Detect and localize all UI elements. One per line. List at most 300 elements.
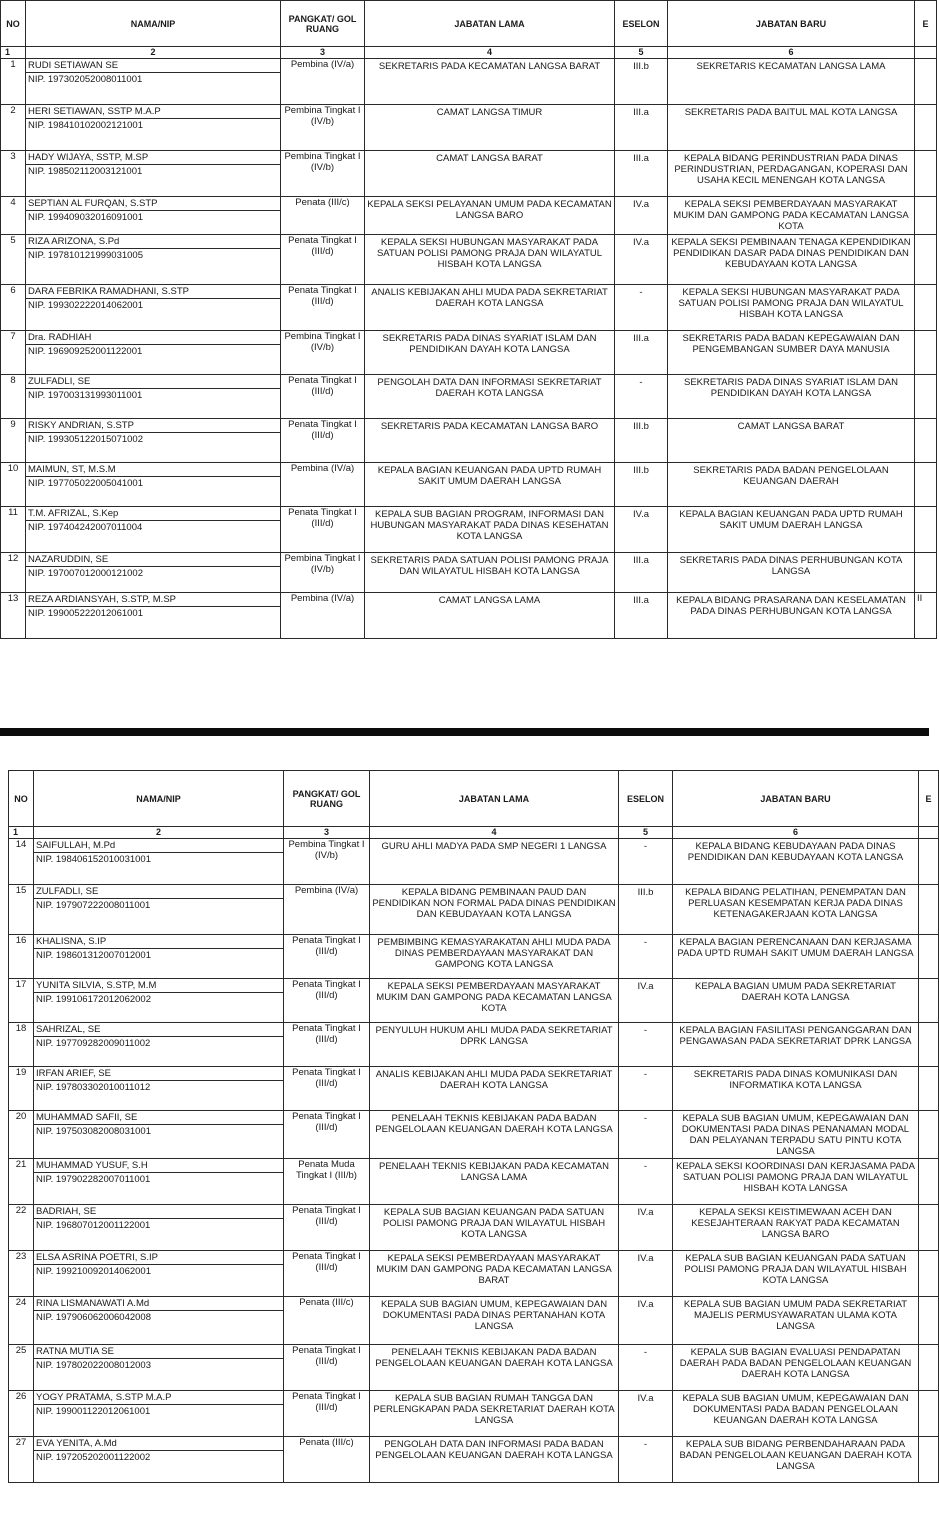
employee-name: RUDI SETIAWAN SE bbox=[26, 59, 280, 73]
jabatan-lama: KEPALA SUB BAGIAN KEUANGAN PADA SATUAN POLISI PAMONG PRAJA DAN WILAYATUL HISBAH KOTA LANGSA bbox=[370, 1205, 619, 1251]
extra-column-cell bbox=[915, 59, 937, 105]
jabatan-baru: KEPALA BIDANG PRASARANA DAN KESELAMATAN PADA DINAS PERHUBUNGAN KOTA LANGSA bbox=[668, 593, 915, 639]
nama-nip-cell bbox=[26, 285, 281, 331]
eselon: - bbox=[619, 839, 673, 885]
employee-nip: NIP. 199305122015071002 bbox=[28, 434, 143, 445]
table-row bbox=[1, 151, 937, 197]
table-row bbox=[1, 419, 937, 463]
row-number: 17 bbox=[9, 979, 34, 1023]
jabatan-baru: SEKRETARIS PADA DINAS SYARIAT ISLAM DAN PENDIDIKAN DAYAH KOTA LANGSA bbox=[668, 375, 915, 419]
header-jabatan-lama: JABATAN LAMA bbox=[365, 1, 615, 47]
pangkat-golongan: Pembina Tingkat I (IV/b) bbox=[284, 839, 370, 885]
nama-nip-cell bbox=[34, 1297, 284, 1345]
extra-column-cell bbox=[915, 331, 937, 375]
jabatan-baru: KEPALA SEKSI KOORDINASI DAN KERJASAMA PADA SATUAN POLISI PAMONG PRAJA DAN WILAYATUL HISBAH KOTA LANGSA bbox=[673, 1159, 919, 1205]
table-row bbox=[1, 463, 937, 507]
row-number: 19 bbox=[9, 1067, 34, 1111]
eselon: III.b bbox=[615, 463, 668, 507]
jabatan-baru: KEPALA SUB BAGIAN UMUM, KEPEGAWAIAN DAN DOKUMENTASI PADA BADAN PENGELOLAAN KEUANGAN DAERAH KOTA LANGSA bbox=[673, 1391, 919, 1437]
eselon: - bbox=[619, 1023, 673, 1067]
table-row bbox=[9, 935, 939, 979]
pangkat-golongan: Pembina (IV/a) bbox=[281, 59, 365, 105]
header-row bbox=[1, 1, 937, 47]
column-number-extra bbox=[919, 827, 939, 839]
column-number: 5 bbox=[619, 827, 673, 839]
jabatan-baru: KEPALA BIDANG KEBUDAYAAN PADA DINAS PENDIDIKAN DAN KEBUDAYAAN KOTA LANGSA bbox=[673, 839, 919, 885]
nama-nip-cell bbox=[34, 1437, 284, 1483]
pangkat-golongan: Penata Tingkat I (III/d) bbox=[281, 375, 365, 419]
header-nama-nip: NAMA/NIP bbox=[34, 771, 284, 827]
table-row bbox=[9, 1159, 939, 1205]
extra-column-cell bbox=[919, 1251, 939, 1297]
column-number: 3 bbox=[281, 47, 365, 59]
employee-name: EVA YENITA, A.Md bbox=[34, 1437, 283, 1451]
row-number: 21 bbox=[9, 1159, 34, 1205]
employee-name: YOGY PRATAMA, S.STP M.A.P bbox=[34, 1391, 283, 1405]
extra-column-cell bbox=[919, 1391, 939, 1437]
extra-column-cell bbox=[919, 1437, 939, 1483]
eselon: III.a bbox=[615, 151, 668, 197]
jabatan-baru: KEPALA SUB BIDANG PERBENDAHARAAN PADA BADAN PENGELOLAAN KEUANGAN DAERAH KOTA LANGSA bbox=[673, 1437, 919, 1483]
jabatan-lama: SEKRETARIS PADA DINAS SYARIAT ISLAM DAN PENDIDIKAN DAYAH KOTA LANGSA bbox=[365, 331, 615, 375]
jabatan-lama: ANALIS KEBIJAKAN AHLI MUDA PADA SEKRETARIAT DAERAH KOTA LANGSA bbox=[365, 285, 615, 331]
pangkat-golongan: Penata Tingkat I (III/d) bbox=[284, 979, 370, 1023]
eselon: - bbox=[619, 1437, 673, 1483]
jabatan-lama: PENELAAH TEKNIS KEBIJAKAN PADA BADAN PENGELOLAAN KEUANGAN DAERAH KOTA LANGSA bbox=[370, 1111, 619, 1159]
jabatan-baru: KEPALA SEKSI PEMBERDAYAAN MASYARAKAT MUKIM DAN GAMPONG PADA KECAMATAN LANGSA KOTA bbox=[668, 197, 915, 235]
page-divider-bar bbox=[0, 728, 929, 736]
jabatan-baru: KEPALA BAGIAN FASILITASI PENGANGGARAN DAN PENGAWASAN PADA SEKRETARIAT DPRK LANGSA bbox=[673, 1023, 919, 1067]
eselon: - bbox=[619, 1111, 673, 1159]
eselon: - bbox=[619, 1345, 673, 1391]
jabatan-lama: KEPALA SEKSI PELAYANAN UMUM PADA KECAMATAN LANGSA BARO bbox=[365, 197, 615, 235]
employee-name: RATNA MUTIA SE bbox=[34, 1345, 283, 1359]
table-row bbox=[1, 59, 937, 105]
employee-name: KHALISNA, S.IP bbox=[34, 935, 283, 949]
table-row bbox=[1, 285, 937, 331]
jabatan-baru: CAMAT LANGSA BARAT bbox=[668, 419, 915, 463]
employee-name: HERI SETIAWAN, SSTP M.A.P bbox=[26, 105, 280, 119]
table-row bbox=[1, 375, 937, 419]
jabatan-lama: ANALIS KEBIJAKAN AHLI MUDA PADA SEKRETARIAT DAERAH KOTA LANGSA bbox=[370, 1067, 619, 1111]
jabatan-lama: KEPALA SUB BAGIAN RUMAH TANGGA DAN PERLENGKAPAN PADA SEKRETARIAT DAERAH KOTA LANGSA bbox=[370, 1391, 619, 1437]
table-row bbox=[9, 1023, 939, 1067]
jabatan-lama: KEPALA SEKSI PEMBERDAYAAN MASYARAKAT MUKIM DAN GAMPONG PADA KECAMATAN LANGSA KOTA bbox=[370, 979, 619, 1023]
jabatan-lama: CAMAT LANGSA LAMA bbox=[365, 593, 615, 639]
eselon: III.a bbox=[615, 331, 668, 375]
nama-nip-cell bbox=[34, 1205, 284, 1251]
jabatan-lama: SEKRETARIS PADA KECAMATAN LANGSA BARAT bbox=[365, 59, 615, 105]
jabatan-lama: CAMAT LANGSA TIMUR bbox=[365, 105, 615, 151]
nama-nip-cell bbox=[26, 553, 281, 593]
extra-column-cell bbox=[919, 1159, 939, 1205]
jabatan-baru: KEPALA SUB BAGIAN UMUM, KEPEGAWAIAN DAN DOKUMENTASI PADA DINAS PENANAMAN MODAL DAN PELAYANAN TERPADU SATU PINTU KOTA LANGSA bbox=[673, 1111, 919, 1159]
nama-nip-cell bbox=[34, 839, 284, 885]
eselon: III.a bbox=[615, 553, 668, 593]
employee-name: REZA ARDIANSYAH, S.STP, M.SP bbox=[26, 593, 280, 607]
page-separator bbox=[0, 668, 929, 770]
header-jabatan-baru: JABATAN BARU bbox=[673, 771, 919, 827]
pangkat-golongan: Pembina (IV/a) bbox=[281, 593, 365, 639]
header-extra: E bbox=[919, 771, 939, 827]
jabatan-baru: SEKRETARIS KECAMATAN LANGSA LAMA bbox=[668, 59, 915, 105]
column-number-row bbox=[9, 827, 939, 839]
employee-name: HADY WIJAYA, SSTP, M.SP bbox=[26, 151, 280, 165]
employee-name: MUHAMMAD YUSUF, S.H bbox=[34, 1159, 283, 1173]
employee-nip: NIP. 198601312007012001 bbox=[36, 950, 151, 961]
extra-column-cell bbox=[919, 979, 939, 1023]
pangkat-golongan: Penata Tingkat I (III/d) bbox=[281, 419, 365, 463]
employee-name: RIZA ARIZONA, S.Pd bbox=[26, 235, 280, 249]
nama-nip-cell bbox=[26, 151, 281, 197]
pangkat-golongan: Penata Muda Tingkat I (III/b) bbox=[284, 1159, 370, 1205]
extra-column-cell: II bbox=[915, 593, 937, 639]
pangkat-golongan: Pembina (IV/a) bbox=[284, 885, 370, 935]
jabatan-baru: KEPALA SUB BAGIAN KEUANGAN PADA SATUAN POLISI PAMONG PRAJA DAN WILAYATUL HISBAH KOTA LANGSA bbox=[673, 1251, 919, 1297]
table-row bbox=[9, 979, 939, 1023]
extra-column-cell bbox=[915, 105, 937, 151]
jabatan-lama: KEPALA BAGIAN KEUANGAN PADA UPTD RUMAH SAKIT UMUM DAERAH LANGSA bbox=[365, 463, 615, 507]
nama-nip-cell bbox=[26, 59, 281, 105]
employee-name: IRFAN ARIEF, SE bbox=[34, 1067, 283, 1081]
nama-nip-cell bbox=[34, 1111, 284, 1159]
jabatan-lama: PENGOLAH DATA DAN INFORMASI PADA BADAN PENGELOLAAN KEUANGAN DAERAH KOTA LANGSA bbox=[370, 1437, 619, 1483]
employee-name: MUHAMMAD SAFII, SE bbox=[34, 1111, 283, 1125]
header-nama-nip: NAMA/NIP bbox=[26, 1, 281, 47]
employee-nip: NIP. 196909252001122001 bbox=[28, 346, 143, 357]
table-row bbox=[1, 105, 937, 151]
row-number: 26 bbox=[9, 1391, 34, 1437]
extra-column-cell bbox=[919, 1023, 939, 1067]
document-page-2 bbox=[0, 770, 932, 1535]
row-number: 23 bbox=[9, 1251, 34, 1297]
jabatan-baru: SEKRETARIS PADA BADAN PENGELOLAAN KEUANGAN DAERAH bbox=[668, 463, 915, 507]
extra-column-cell bbox=[915, 419, 937, 463]
table-row bbox=[9, 1437, 939, 1483]
row-number: 25 bbox=[9, 1345, 34, 1391]
nama-nip-cell bbox=[26, 331, 281, 375]
column-number: 2 bbox=[34, 827, 284, 839]
nama-nip-cell bbox=[26, 507, 281, 553]
eselon: III.b bbox=[615, 419, 668, 463]
pangkat-golongan: Penata Tingkat I (III/d) bbox=[284, 1023, 370, 1067]
eselon: IV.a bbox=[615, 235, 668, 285]
row-number: 5 bbox=[1, 235, 26, 285]
jabatan-lama: PENELAAH TEKNIS KEBIJAKAN PADA KECAMATAN LANGSA LAMA bbox=[370, 1159, 619, 1205]
pangkat-golongan: Penata Tingkat I (III/d) bbox=[284, 1251, 370, 1297]
eselon: - bbox=[615, 375, 668, 419]
row-number: 4 bbox=[1, 197, 26, 235]
row-number: 15 bbox=[9, 885, 34, 935]
row-number: 20 bbox=[9, 1111, 34, 1159]
header-eselon: ESELON bbox=[615, 1, 668, 47]
extra-column-cell bbox=[915, 553, 937, 593]
row-number: 18 bbox=[9, 1023, 34, 1067]
mutasi-table-page-2 bbox=[8, 770, 939, 1483]
employee-name: YUNITA SILVIA, S.STP, M.M bbox=[34, 979, 283, 993]
jabatan-lama: SEKRETARIS PADA KECAMATAN LANGSA BARO bbox=[365, 419, 615, 463]
pangkat-golongan: Penata Tingkat I (III/d) bbox=[284, 1345, 370, 1391]
table-row bbox=[9, 1205, 939, 1251]
extra-column-cell bbox=[919, 1345, 939, 1391]
table-row bbox=[9, 1067, 939, 1111]
jabatan-baru: SEKRETARIS PADA DINAS PERHUBUNGAN KOTA LANGSA bbox=[668, 553, 915, 593]
extra-column-cell bbox=[919, 1067, 939, 1111]
eselon: - bbox=[619, 1159, 673, 1205]
header-row bbox=[9, 771, 939, 827]
row-number: 2 bbox=[1, 105, 26, 151]
nama-nip-cell bbox=[26, 105, 281, 151]
employee-nip: NIP. 199302222014062001 bbox=[28, 300, 143, 311]
header-no: NO bbox=[1, 1, 26, 47]
column-number: 6 bbox=[668, 47, 915, 59]
jabatan-baru: KEPALA SEKSI PEMBINAAN TENAGA KEPENDIDIKAN PENDIDIKAN DASAR PADA DINAS PENDIDIKAN DAN KEBUDAYAAN KOTA LANGSA bbox=[668, 235, 915, 285]
pangkat-golongan: Penata (III/c) bbox=[284, 1437, 370, 1483]
pangkat-golongan: Penata Tingkat I (III/d) bbox=[281, 285, 365, 331]
employee-name: ZULFADLI, SE bbox=[26, 375, 280, 389]
row-number: 7 bbox=[1, 331, 26, 375]
jabatan-baru: SEKRETARIS PADA BAITUL MAL KOTA LANGSA bbox=[668, 105, 915, 151]
jabatan-lama: KEPALA BIDANG PEMBINAAN PAUD DAN PENDIDIKAN NON FORMAL PADA DINAS PENDIDIKAN DAN KEBUDAYAAN KOTA LANGSA bbox=[370, 885, 619, 935]
nama-nip-cell bbox=[26, 463, 281, 507]
eselon: IV.a bbox=[619, 1297, 673, 1345]
column-number: 4 bbox=[370, 827, 619, 839]
eselon: IV.a bbox=[615, 507, 668, 553]
column-number-row bbox=[1, 47, 937, 59]
row-number: 11 bbox=[1, 507, 26, 553]
column-number: 1 bbox=[1, 47, 26, 59]
employee-nip: NIP. 197205202001122002 bbox=[36, 1452, 151, 1463]
jabatan-lama: KEPALA SUB BAGIAN UMUM, KEPEGAWAIAN DAN DOKUMENTASI PADA DINAS PERTANAHAN KOTA LANGSA bbox=[370, 1297, 619, 1345]
employee-nip: NIP. 197802022008012003 bbox=[36, 1360, 151, 1371]
extra-column-cell bbox=[915, 507, 937, 553]
pangkat-golongan: Penata Tingkat I (III/d) bbox=[281, 507, 365, 553]
nama-nip-cell bbox=[34, 1067, 284, 1111]
row-number: 16 bbox=[9, 935, 34, 979]
nama-nip-cell bbox=[34, 1023, 284, 1067]
table-row bbox=[9, 1251, 939, 1297]
jabatan-baru: KEPALA SUB BAGIAN EVALUASI PENDAPATAN DAERAH PADA BADAN PENGELOLAAN KEUANGAN DAERAH KOTA LANGSA bbox=[673, 1345, 919, 1391]
column-number: 3 bbox=[284, 827, 370, 839]
table-row bbox=[1, 593, 937, 639]
eselon: IV.a bbox=[615, 197, 668, 235]
header-extra: E bbox=[915, 1, 937, 47]
row-number: 8 bbox=[1, 375, 26, 419]
jabatan-baru: KEPALA BAGIAN UMUM PADA SEKRETARIAT DAERAH KOTA LANGSA bbox=[673, 979, 919, 1023]
jabatan-lama: KEPALA SUB BAGIAN PROGRAM, INFORMASI DAN HUBUNGAN MASYARAKAT PADA DINAS KESEHATAN KOTA LANGSA bbox=[365, 507, 615, 553]
nama-nip-cell bbox=[34, 935, 284, 979]
employee-name: ELSA ASRINA POETRI, S.IP bbox=[34, 1251, 283, 1265]
employee-nip: NIP. 197902282007011001 bbox=[36, 1174, 151, 1185]
row-number: 14 bbox=[9, 839, 34, 885]
employee-nip: NIP. 197907222008011001 bbox=[36, 900, 151, 911]
nama-nip-cell bbox=[34, 1251, 284, 1297]
extra-column-cell bbox=[915, 285, 937, 331]
header-jabatan-baru: JABATAN BARU bbox=[668, 1, 915, 47]
jabatan-lama: CAMAT LANGSA BARAT bbox=[365, 151, 615, 197]
eselon: - bbox=[619, 935, 673, 979]
column-number: 5 bbox=[615, 47, 668, 59]
extra-column-cell bbox=[919, 1297, 939, 1345]
pangkat-golongan: Penata (III/c) bbox=[284, 1297, 370, 1345]
jabatan-baru: KEPALA BAGIAN KEUANGAN PADA UPTD RUMAH SAKIT UMUM DAERAH LANGSA bbox=[668, 507, 915, 553]
jabatan-lama: PEMBIMBING KEMASYARAKATAN AHLI MUDA PADA DINAS PEMBERDAYAAN MASYARAKAT DAN GAMPONG KOTA LANGSA bbox=[370, 935, 619, 979]
eselon: - bbox=[619, 1067, 673, 1111]
document-page-1 bbox=[0, 0, 929, 668]
extra-column-cell bbox=[915, 375, 937, 419]
header-jabatan-lama: JABATAN LAMA bbox=[370, 771, 619, 827]
row-number: 9 bbox=[1, 419, 26, 463]
employee-nip: NIP. 197503082008031001 bbox=[36, 1126, 151, 1137]
employee-nip: NIP. 197404242007011004 bbox=[28, 522, 143, 533]
eselon: IV.a bbox=[619, 1251, 673, 1297]
pangkat-golongan: Penata Tingkat I (III/d) bbox=[284, 1111, 370, 1159]
extra-column-cell bbox=[915, 151, 937, 197]
nama-nip-cell bbox=[34, 1391, 284, 1437]
table-row bbox=[1, 235, 937, 285]
row-number: 13 bbox=[1, 593, 26, 639]
employee-name: SEPTIAN AL FURQAN, S.STP bbox=[26, 197, 280, 211]
jabatan-lama: GURU AHLI MADYA PADA SMP NEGERI 1 LANGSA bbox=[370, 839, 619, 885]
table-row bbox=[1, 507, 937, 553]
table-row bbox=[9, 1345, 939, 1391]
jabatan-baru: KEPALA SEKSI KEISTIMEWAAN ACEH DAN KESEJAHTERAAN RAKYAT PADA KECAMATAN LANGSA BARO bbox=[673, 1205, 919, 1251]
pangkat-golongan: Pembina (IV/a) bbox=[281, 463, 365, 507]
jabatan-lama: KEPALA SEKSI PEMBERDAYAAN MASYARAKAT MUKIM DAN GAMPONG PADA KECAMATAN LANGSA BARAT bbox=[370, 1251, 619, 1297]
pangkat-golongan: Penata (III/c) bbox=[281, 197, 365, 235]
eselon: IV.a bbox=[619, 1205, 673, 1251]
employee-nip: NIP. 197007012000121002 bbox=[28, 568, 143, 579]
nama-nip-cell bbox=[26, 419, 281, 463]
column-number: 4 bbox=[365, 47, 615, 59]
pangkat-golongan: Pembina Tingkat I (IV/b) bbox=[281, 105, 365, 151]
employee-name: Dra. RADHIAH bbox=[26, 331, 280, 345]
row-number: 24 bbox=[9, 1297, 34, 1345]
employee-nip: NIP. 197803302010011012 bbox=[36, 1082, 151, 1093]
table-body-page-1 bbox=[1, 59, 937, 639]
eselon: IV.a bbox=[619, 1391, 673, 1437]
pangkat-golongan: Pembina Tingkat I (IV/b) bbox=[281, 331, 365, 375]
employee-nip: NIP. 198406152010031001 bbox=[36, 854, 151, 865]
nama-nip-cell bbox=[26, 235, 281, 285]
column-number: 1 bbox=[9, 827, 34, 839]
employee-nip: NIP. 199005222012061001 bbox=[28, 608, 143, 619]
jabatan-baru: SEKRETARIS PADA DINAS KOMUNIKASI DAN INFORMATIKA KOTA LANGSA bbox=[673, 1067, 919, 1111]
row-number: 12 bbox=[1, 553, 26, 593]
employee-name: BADRIAH, SE bbox=[34, 1205, 283, 1219]
jabatan-baru: KEPALA SEKSI HUBUNGAN MASYARAKAT PADA SATUAN POLISI PAMONG PRAJA DAN WILAYATUL HISBAH KOTA LANGSA bbox=[668, 285, 915, 331]
employee-name: SAIFULLAH, M.Pd bbox=[34, 839, 283, 853]
employee-nip: NIP. 198410102002121001 bbox=[28, 120, 143, 131]
extra-column-cell bbox=[919, 885, 939, 935]
employee-name: ZULFADLI, SE bbox=[34, 885, 283, 899]
header-pangkat: PANGKAT/ GOL RUANG bbox=[284, 771, 370, 827]
mutasi-table-page-1 bbox=[0, 0, 937, 639]
extra-column-cell bbox=[915, 235, 937, 285]
jabatan-lama: KEPALA SEKSI HUBUNGAN MASYARAKAT PADA SATUAN POLISI PAMONG PRAJA DAN WILAYATUL HISBAH KOTA LANGSA bbox=[365, 235, 615, 285]
employee-nip: NIP. 199409032016091001 bbox=[28, 212, 143, 223]
extra-column-cell bbox=[915, 463, 937, 507]
jabatan-lama: PENELAAH TEKNIS KEBIJAKAN PADA BADAN PENGELOLAAN KEUANGAN DAERAH KOTA LANGSA bbox=[370, 1345, 619, 1391]
table-row bbox=[1, 331, 937, 375]
employee-name: RINA LISMANAWATI A.Md bbox=[34, 1297, 283, 1311]
nama-nip-cell bbox=[26, 375, 281, 419]
employee-nip: NIP. 197003131993011001 bbox=[28, 390, 143, 401]
table-row bbox=[9, 839, 939, 885]
employee-name: T.M. AFRIZAL, S.Kep bbox=[26, 507, 280, 521]
eselon: III.a bbox=[615, 593, 668, 639]
pangkat-golongan: Penata Tingkat I (III/d) bbox=[281, 235, 365, 285]
column-number: 6 bbox=[673, 827, 919, 839]
jabatan-lama: PENGOLAH DATA DAN INFORMASI SEKRETARIAT DAERAH KOTA LANGSA bbox=[365, 375, 615, 419]
row-number: 3 bbox=[1, 151, 26, 197]
extra-column-cell bbox=[919, 1205, 939, 1251]
eselon: IV.a bbox=[619, 979, 673, 1023]
employee-name: MAIMUN, ST, M.S.M bbox=[26, 463, 280, 477]
employee-nip: NIP. 197705022005041001 bbox=[28, 478, 143, 489]
pangkat-golongan: Penata Tingkat I (III/d) bbox=[284, 1067, 370, 1111]
employee-nip: NIP. 197709282009011002 bbox=[36, 1038, 151, 1049]
employee-nip: NIP. 199210092014062001 bbox=[36, 1266, 151, 1277]
table-body-page-2 bbox=[9, 839, 939, 1483]
table-row bbox=[9, 1297, 939, 1345]
table-row bbox=[9, 1111, 939, 1159]
header-pangkat: PANGKAT/ GOL RUANG bbox=[281, 1, 365, 47]
row-number: 10 bbox=[1, 463, 26, 507]
eselon: III.a bbox=[615, 105, 668, 151]
extra-column-cell bbox=[919, 1111, 939, 1159]
employee-nip: NIP. 196807012001122001 bbox=[36, 1220, 151, 1231]
jabatan-baru: KEPALA BAGIAN PERENCANAAN DAN KERJASAMA PADA UPTD RUMAH SAKIT UMUM DAERAH LANGSA bbox=[673, 935, 919, 979]
table-row bbox=[9, 1391, 939, 1437]
employee-name: DARA FEBRIKA RAMADHANI, S.STP bbox=[26, 285, 280, 299]
eselon: III.b bbox=[619, 885, 673, 935]
eselon: - bbox=[615, 285, 668, 331]
column-number-extra bbox=[915, 47, 937, 59]
row-number: 6 bbox=[1, 285, 26, 331]
pangkat-golongan: Penata Tingkat I (III/d) bbox=[284, 1391, 370, 1437]
extra-column-cell bbox=[919, 839, 939, 885]
nama-nip-cell bbox=[34, 1345, 284, 1391]
row-number: 1 bbox=[1, 59, 26, 105]
nama-nip-cell bbox=[26, 197, 281, 235]
employee-name: SAHRIZAL, SE bbox=[34, 1023, 283, 1037]
employee-nip: NIP. 197906062006042008 bbox=[36, 1312, 151, 1323]
row-number: 27 bbox=[9, 1437, 34, 1483]
jabatan-lama: SEKRETARIS PADA SATUAN POLISI PAMONG PRAJA DAN WILAYATUL HISBAH KOTA LANGSA bbox=[365, 553, 615, 593]
header-no: NO bbox=[9, 771, 34, 827]
nama-nip-cell bbox=[34, 885, 284, 935]
table-row bbox=[9, 885, 939, 935]
jabatan-baru: KEPALA BIDANG PELATIHAN, PENEMPATAN DAN PERLUASAN KESEMPATAN KERJA PADA DINAS KETENAGAKERJAAN KOTA LANGSA bbox=[673, 885, 919, 935]
extra-column-cell bbox=[915, 197, 937, 235]
nama-nip-cell bbox=[34, 1159, 284, 1205]
header-eselon: ESELON bbox=[619, 771, 673, 827]
employee-nip: NIP. 198502112003121001 bbox=[28, 166, 143, 177]
pangkat-golongan: Penata Tingkat I (III/d) bbox=[284, 1205, 370, 1251]
employee-name: NAZARUDDIN, SE bbox=[26, 553, 280, 567]
pangkat-golongan: Pembina Tingkat I (IV/b) bbox=[281, 553, 365, 593]
table-row bbox=[1, 197, 937, 235]
jabatan-lama: PENYULUH HUKUM AHLI MUDA PADA SEKRETARIAT DPRK LANGSA bbox=[370, 1023, 619, 1067]
nama-nip-cell bbox=[34, 979, 284, 1023]
jabatan-baru: SEKRETARIS PADA BADAN KEPEGAWAIAN DAN PENGEMBANGAN SUMBER DAYA MANUSIA bbox=[668, 331, 915, 375]
employee-nip: NIP. 197302052008011001 bbox=[28, 74, 143, 85]
row-number: 22 bbox=[9, 1205, 34, 1251]
jabatan-baru: KEPALA SUB BAGIAN UMUM PADA SEKRETARIAT MAJELIS PERMUSYAWARATAN ULAMA KOTA LANGSA bbox=[673, 1297, 919, 1345]
employee-nip: NIP. 199106172012062002 bbox=[36, 994, 151, 1005]
pangkat-golongan: Pembina Tingkat I (IV/b) bbox=[281, 151, 365, 197]
